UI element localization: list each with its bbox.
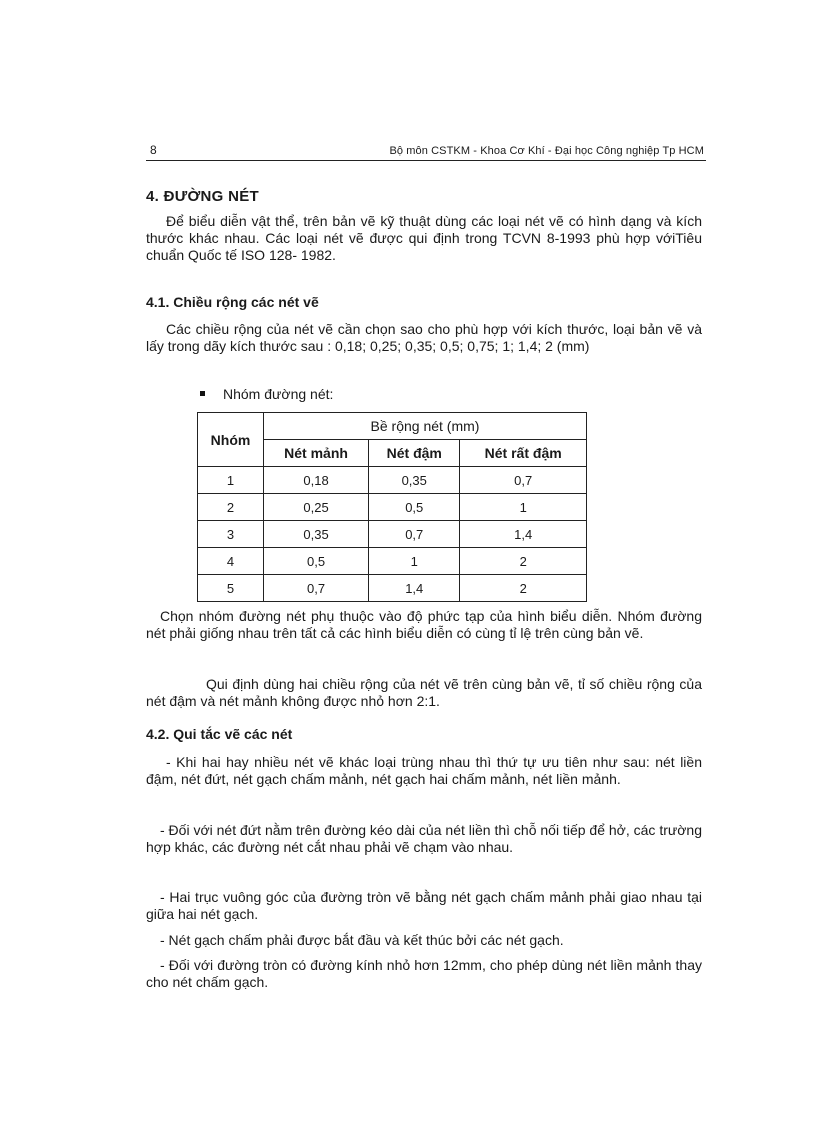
intro-paragraph: Để biểu diễn vật thể, trên bản vẽ kỹ thuật dùng các loại nét vẽ có hình dạng và kích thước khác nhau. Các loại nét vẽ được qui định trong TCVN 8-1993 phù hợp vớiTiêu chuẩn Quốc tế ISO 128- 1982.	[146, 213, 702, 263]
cell-thick: 0,5	[369, 494, 460, 521]
bullet-icon	[200, 391, 205, 396]
col-header-very-thick: Nét rất đậm	[460, 440, 587, 467]
rule-paragraph-4: - Nét gạch chấm phải được bắt đầu và kết thúc bởi các nét gạch.	[160, 932, 564, 948]
cell-very-thick: 2	[460, 575, 587, 602]
cell-thin: 0,35	[263, 521, 368, 548]
cell-group: 1	[198, 467, 264, 494]
page-number: 8	[150, 143, 157, 157]
choose-group-paragraph: Chọn nhóm đường nét phụ thuộc vào độ phức tạp của hình biểu diễn. Nhóm đường nét phải giống nhau trên tất cả các hình biểu diễn có cùng tỉ lệ trên cùng bản vẽ.	[146, 608, 702, 641]
cell-very-thick: 1,4	[460, 521, 587, 548]
cell-thin: 0,5	[263, 548, 368, 575]
rule-paragraph-3: - Hai trục vuông góc của đường tròn vẽ bằng nét gạch chấm mảnh phải giao nhau tại giữa hai nét gạch.	[146, 889, 702, 922]
bullet-item	[200, 386, 333, 402]
cell-very-thick: 1	[460, 494, 587, 521]
line-widths-paragraph: Các chiều rộng của nét vẽ cần chọn sao cho phù hợp với kích thước, loại bản vẽ và lấy trong dãy kích thước sau : 0,18; 0,25; 0,35; 0,5; 0,75; 1; 1,4; 2 (mm)	[146, 321, 702, 354]
rule-paragraph-5: - Đối với đường tròn có đường kính nhỏ hơn 12mm, cho phép dùng nét liền mảnh thay cho nét chấm gạch.	[146, 957, 702, 990]
cell-very-thick: 0,7	[460, 467, 587, 494]
cell-thick: 1	[369, 548, 460, 575]
table-row	[198, 575, 587, 602]
col-header-thick: Nét đậm	[369, 440, 460, 467]
table-row	[198, 494, 587, 521]
cell-group: 2	[198, 494, 264, 521]
cell-very-thick: 2	[460, 548, 587, 575]
rule-paragraph-2: - Đối với nét đứt nằm trên đường kéo dài của nét liền thì chỗ nối tiếp để hở, các trường hợp khác, các đường nét cắt nhau phải vẽ chạm vào nhau.	[146, 822, 702, 855]
table-row	[198, 467, 587, 494]
cell-thick: 0,7	[369, 521, 460, 548]
cell-thin: 0,7	[263, 575, 368, 602]
cell-group: 4	[198, 548, 264, 575]
cell-group: 5	[198, 575, 264, 602]
rule-paragraph-1: - Khi hai hay nhiều nét vẽ khác loại trùng nhau thì thứ tự ưu tiên như sau: nét liền đậm, nét đứt, nét gạch chấm mảnh, nét gạch hai chấm mảnh, nét liền mảnh.	[146, 754, 702, 787]
header-title: Bộ môn CSTKM - Khoa Cơ Khí - Đại học Công nghiệp Tp HCM	[389, 145, 704, 157]
table-row	[198, 521, 587, 548]
cell-thin: 0,25	[263, 494, 368, 521]
table-row	[198, 548, 587, 575]
page-header	[146, 136, 706, 161]
table-header-row	[198, 413, 587, 440]
col-header-thin: Nét mảnh	[263, 440, 368, 467]
col-header-group: Nhóm	[198, 413, 264, 467]
width-ratio-paragraph: Qui định dùng hai chiều rộng của nét vẽ trên cùng bản vẽ, tỉ số chiều rộng của nét đậm và nét mảnh không được nhỏ hơn 2:1.	[146, 676, 702, 709]
section-title: 4. ĐƯỜNG NÉT	[146, 188, 260, 205]
subsection-4-2-title: 4.2. Qui tắc vẽ các nét	[146, 726, 293, 742]
line-group-table	[197, 412, 587, 602]
cell-thick: 0,35	[369, 467, 460, 494]
cell-group: 3	[198, 521, 264, 548]
subsection-4-1-title: 4.1. Chiều rộng các nét vẽ	[146, 294, 319, 310]
cell-thick: 1,4	[369, 575, 460, 602]
bullet-text: Nhóm đường nét:	[223, 386, 334, 402]
cell-thin: 0,18	[263, 467, 368, 494]
col-header-width: Bề rộng nét (mm)	[263, 413, 586, 440]
